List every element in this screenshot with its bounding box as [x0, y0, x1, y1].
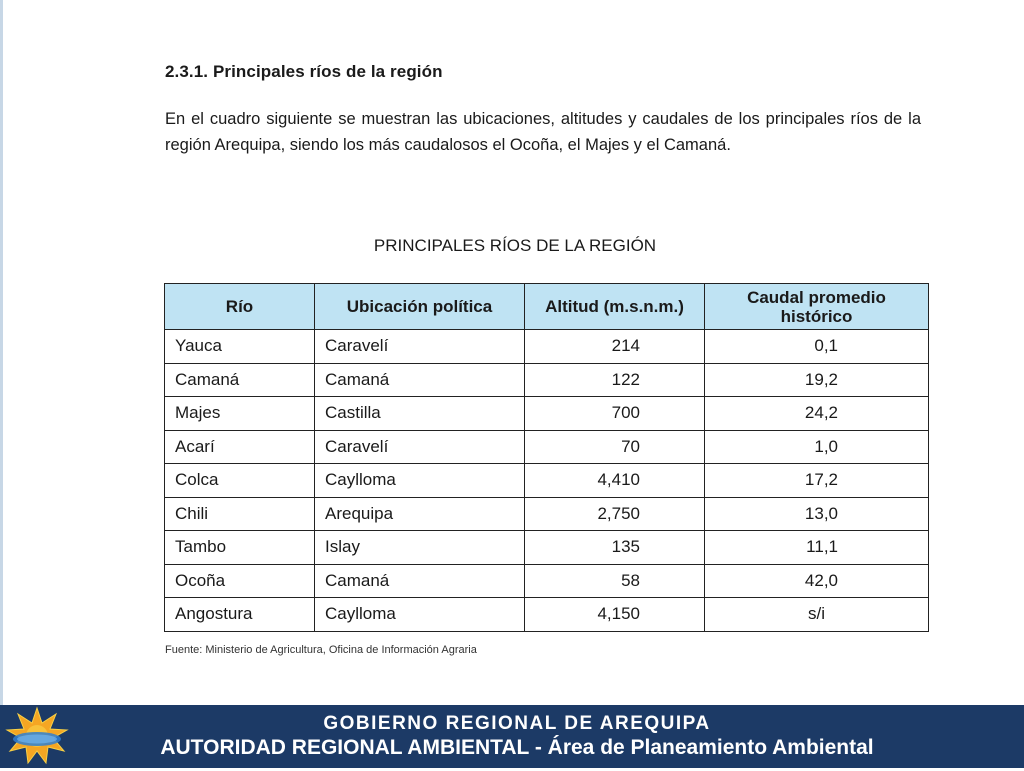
- cell-rio: Majes: [165, 397, 315, 431]
- cell-ubicacion: Islay: [315, 531, 525, 565]
- cell-rio: Tambo: [165, 531, 315, 565]
- cell-altitud: 58: [525, 564, 705, 598]
- cell-rio: Ocoña: [165, 564, 315, 598]
- cell-caudal: 13,0: [705, 497, 929, 531]
- intro-paragraph: En el cuadro siguiente se muestran las ubicaciones, altitudes y caudales de los principales ríos de la región Arequipa, siendo los más caudalosos el Ocoña, el Majes y el Camaná.: [165, 110, 921, 154]
- cell-altitud: 2,750: [525, 497, 705, 531]
- page-left-border: [0, 0, 3, 705]
- cell-ubicacion: Caylloma: [315, 464, 525, 498]
- cell-altitud: 70: [525, 430, 705, 464]
- cell-caudal: 24,2: [705, 397, 929, 431]
- table-row: [165, 598, 929, 632]
- cell-caudal: 42,0: [705, 564, 929, 598]
- table-source-note: Fuente: Ministerio de Agricultura, Oficina de Información Agraria: [165, 644, 477, 656]
- section-title: 2.3.1. Principales ríos de la región: [165, 62, 443, 81]
- cell-rio: Chili: [165, 497, 315, 531]
- table-row: [165, 363, 929, 397]
- table-row: [165, 531, 929, 565]
- cell-rio: Angostura: [165, 598, 315, 632]
- cell-ubicacion: Arequipa: [315, 497, 525, 531]
- table-row: [165, 497, 929, 531]
- cell-rio: Colca: [165, 464, 315, 498]
- cell-rio: Yauca: [165, 330, 315, 364]
- footer-authority-name: AUTORIDAD REGIONAL AMBIENTAL - Área de Planeamiento Ambiental: [160, 736, 874, 759]
- footer-banner: [0, 705, 1024, 768]
- cell-rio: Acarí: [165, 430, 315, 464]
- header-caudal: Caudal promedio histórico: [705, 284, 929, 330]
- header-altitud: Altitud (m.s.n.m.): [525, 284, 705, 330]
- cell-ubicacion: Caylloma: [315, 598, 525, 632]
- cell-altitud: 4,150: [525, 598, 705, 632]
- cell-ubicacion: Caravelí: [315, 330, 525, 364]
- cell-altitud: 4,410: [525, 464, 705, 498]
- cell-caudal: 1,0: [705, 430, 929, 464]
- cell-caudal: 19,2: [705, 363, 929, 397]
- cell-caudal: s/i: [705, 598, 929, 632]
- table-row: [165, 430, 929, 464]
- cell-altitud: 214: [525, 330, 705, 364]
- rivers-table: [164, 283, 929, 632]
- cell-altitud: 700: [525, 397, 705, 431]
- table-header-row: [165, 284, 929, 330]
- table-title: PRINCIPALES RÍOS DE LA REGIÓN: [373, 236, 657, 255]
- table-row: [165, 464, 929, 498]
- cell-caudal: 17,2: [705, 464, 929, 498]
- cell-ubicacion: Castilla: [315, 397, 525, 431]
- table-row: [165, 397, 929, 431]
- cell-altitud: 122: [525, 363, 705, 397]
- cell-altitud: 135: [525, 531, 705, 565]
- cell-ubicacion: Camaná: [315, 363, 525, 397]
- footer-government-name: GOBIERNO REGIONAL DE AREQUIPA: [323, 713, 711, 734]
- cell-ubicacion: Camaná: [315, 564, 525, 598]
- cell-caudal: 0,1: [705, 330, 929, 364]
- cell-ubicacion: Caravelí: [315, 430, 525, 464]
- table-row: [165, 330, 929, 364]
- cell-rio: Camaná: [165, 363, 315, 397]
- cell-caudal: 11,1: [705, 531, 929, 565]
- header-rio: Río: [165, 284, 315, 330]
- header-ubicacion: Ubicación política: [315, 284, 525, 330]
- table-row: [165, 564, 929, 598]
